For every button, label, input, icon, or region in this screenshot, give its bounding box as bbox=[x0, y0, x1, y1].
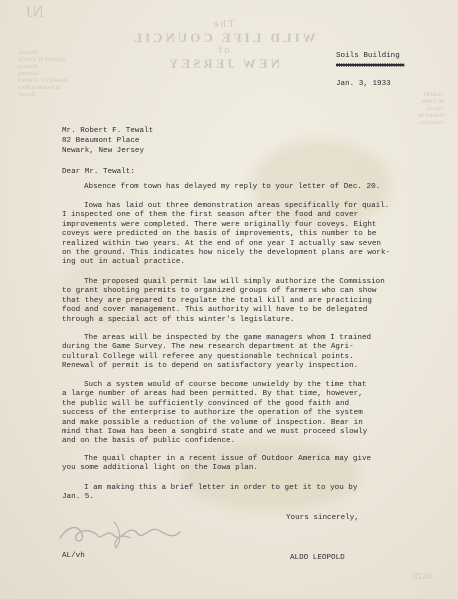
salutation: Dear Mr. Tewalt: bbox=[62, 168, 135, 176]
paragraph-line: food and cover management. This authority will have to be delegated bbox=[62, 306, 368, 315]
ghost-letterhead bbox=[128, 18, 318, 70]
ghost-title-line: The bbox=[211, 18, 235, 30]
recipient-street: 82 Beaumont Place bbox=[62, 137, 140, 145]
paragraph-line: success of the enterprise to authorize the operation of the system bbox=[62, 409, 363, 418]
paragraph-line: The areas will be inspected by the game managers whom I trained bbox=[84, 334, 372, 342]
ghost-left-line: Secretary bbox=[18, 71, 39, 77]
paragraph-line: cultural College will referee any questionable technical points. bbox=[62, 352, 354, 361]
paragraph-4 bbox=[62, 334, 371, 372]
paragraph-2 bbox=[62, 202, 390, 268]
ghost-title-line: WILD LIFE COUNCIL bbox=[130, 30, 316, 45]
paragraph-line: and on the basis of public confidence. bbox=[62, 437, 236, 446]
paragraph-line: Absence from town has delayed my reply to your letter of Dec. 20. bbox=[84, 183, 381, 191]
paragraph-5 bbox=[62, 381, 367, 447]
ghost-left-line: ROBERT F. TEWALT bbox=[18, 78, 68, 84]
ghost-right-line: M. CARR bbox=[421, 99, 444, 105]
ghost-footer-mark: NLTB bbox=[412, 572, 433, 581]
paragraph-line: coveys were predicted on the basis of improvements, this number to be bbox=[62, 230, 377, 239]
paragraph-line: improvements were completed. There were originally four coveys. Eight bbox=[62, 220, 377, 229]
paragraph-line: the public will be sufficiently convinced of the good faith and bbox=[62, 399, 350, 408]
paragraph-line: and make possible a reduction of the volume of inspection. Bear in bbox=[62, 418, 363, 427]
recipient-name: Mr. Robert F. Tewalt bbox=[62, 127, 154, 135]
recipient-city: Newark, New Jersey bbox=[62, 147, 145, 155]
ghost-title-line: NEW JERSEY bbox=[166, 56, 280, 71]
paragraph-1 bbox=[84, 183, 380, 192]
paragraph-line: that they are prepared to regulate the total kill and are practicing bbox=[62, 296, 372, 305]
ghost-left-line: GEORGE H. STOCK bbox=[18, 57, 67, 63]
paragraph-line: during the Game Survey. The new research department at the Agri- bbox=[62, 343, 354, 352]
paragraph-line: I inspected one of them the first season after the food and cover bbox=[62, 211, 359, 220]
handwritten-signature bbox=[54, 518, 194, 550]
paragraph-3 bbox=[62, 278, 385, 325]
paragraph-7 bbox=[62, 484, 357, 503]
paragraph-line: ing out in actual practice. bbox=[62, 258, 186, 267]
ghost-right-line: ALBERT bbox=[422, 92, 444, 98]
paragraph-line: on the ground. This indicates how nicely the development plans are work- bbox=[62, 249, 391, 258]
paragraph-line: realized within two years. At the end of one year I actually saw seven bbox=[62, 239, 381, 248]
ghost-right-line: HARRY M. bbox=[417, 113, 444, 119]
paragraph-line: Renewal of permit is to depend on satisfactory yearly inspection. bbox=[62, 362, 359, 371]
paragraph-line: The quail chapter in a recent issue of Outdoor America may give bbox=[84, 455, 372, 463]
sender-address-struck: xxxxxxxxxxxxxxx bbox=[336, 62, 405, 70]
paragraph-line: Iowa has laid out three demonstration areas specifically for quail. bbox=[84, 202, 390, 210]
paragraph-line: a large number of areas had been permitted. By that time, however, bbox=[62, 390, 363, 399]
paragraph-line: mind that Iowa has been a songbird state and we must proceed slowly bbox=[62, 428, 368, 437]
ghost-left-column bbox=[18, 50, 84, 99]
paragraph-line: Jan. 5. bbox=[62, 493, 94, 502]
ghost-left-line: Treasurer bbox=[18, 50, 39, 56]
typist-initials: AL/vh bbox=[62, 552, 85, 560]
paragraph-line: The proposed quail permit law will simply authorize the Commission bbox=[84, 278, 385, 286]
ghost-corner-mark: NJ bbox=[26, 4, 44, 21]
ghost-left-line: 82 Beaumont Place bbox=[18, 85, 61, 91]
ghost-left-line: Newark bbox=[18, 92, 36, 98]
signer-name: ALDO LEOPOLD bbox=[290, 554, 345, 562]
paragraph-line: Such a system would of course become unwieldy by the time that bbox=[84, 381, 367, 389]
paragraph-line: you some additional light on the Iowa plan. bbox=[62, 464, 258, 473]
paragraph-line: I am making this a brief letter in order to get it to you by bbox=[84, 484, 358, 492]
letter-date: Jan. 3, 1933 bbox=[336, 80, 391, 88]
paragraph-6 bbox=[62, 455, 371, 474]
ghost-left-line: Harrison bbox=[18, 64, 38, 70]
ghost-right-line: Vice Ch. bbox=[424, 106, 444, 112]
closing: Yours sincerely, bbox=[286, 514, 359, 522]
ghost-right-column bbox=[384, 92, 444, 127]
paragraph-line: to grant shooting permits to organized groups of farmers who can show bbox=[62, 287, 377, 296]
ghost-title-line: of bbox=[216, 44, 230, 56]
ghost-right-line: Ocean City bbox=[419, 120, 444, 126]
paragraph-line: through a special act of this winter's legislature. bbox=[62, 315, 295, 324]
sender-address-line: Soils Building bbox=[336, 52, 400, 60]
